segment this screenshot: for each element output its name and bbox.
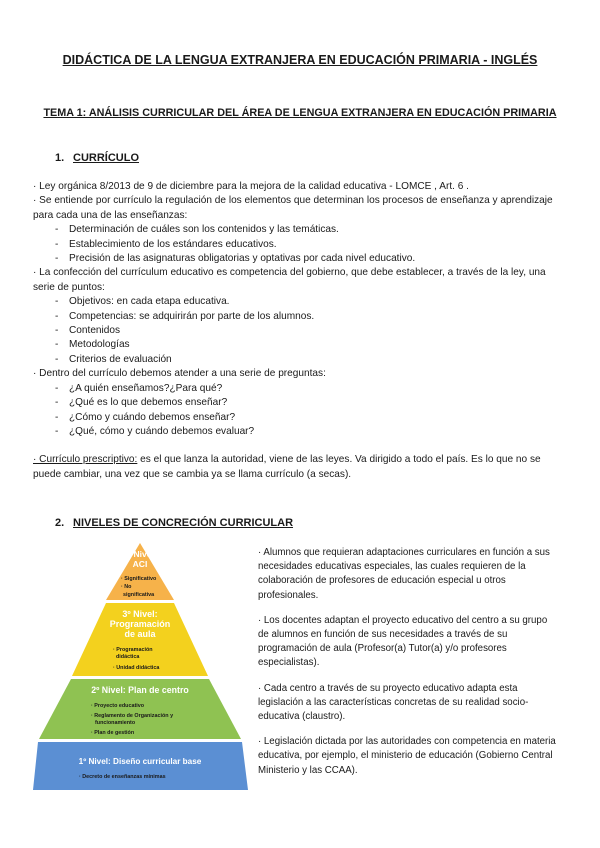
level-1-item: · Decreto de enseñanzas mínimas [79,774,166,780]
level-1-title: 1º Nivel: Diseño curricular base [78,757,202,766]
level-4-description: · Alumnos que requieran adaptaciones curriculares en función a sus necesidades educativas especiales, las cuales requieren de la colaboración de profesores de educación especial u otros profesionales. [258,547,550,601]
list-item: - Criterios de evaluación [55,353,172,365]
section-1-body [33,180,553,482]
level-2-description: · Cada centro a través de su proyecto educativo adapta esta legislación a las características concretas de su realidad socio-educativa (claustro). [258,682,529,723]
list-item: - Contenidos [55,325,121,337]
section-2-descriptions [258,546,558,786]
curriculum-pyramid [33,543,248,798]
section-1-title: CURRÍCULO [73,152,139,164]
list-item: - Competencias: se adquirirán por parte de los alumnos. [55,310,315,322]
level-2-item: · Plan de gestión [91,730,135,736]
paragraph: · La confección del currículum educativo es competencia del gobierno, que debe establecer, a través de la ley, una serie de puntos: [33,267,546,293]
level-1-description: · Legislación dictada por las autoridades con competencia en materia educativa, por ejemplo, el ministerio de educación (Gobierno Central Ministerio y las CCAA). [258,736,556,776]
level-2-item: funcionamiento [95,720,136,726]
term-definition: es el que lanza la autoridad, viene de las leyes. Va dirigido a todo el país. Es lo que no se puede cambiar, una vez que se cambia ya se llama currículo (a secas). [33,454,541,480]
pyramid-level-1 [33,742,248,790]
list-item: - Precisión de las asignaturas obligatorias y optativas por cada nivel educativo. [55,253,416,265]
level-3-description: · Los docentes adaptan el proyecto educativo del centro a su grupo de alumnos en función de sus necesidades a través de su programación de aula (Profesor(a) Tutor(a) y/o profesores especialistas). [258,614,548,669]
section-2-title: NIVELES DE CONCRECIÓN CURRICULAR [73,517,294,529]
list-item: - ¿A quién enseñamos?¿Para qué? [55,382,223,394]
list-item: - ¿Qué es lo que debemos enseñar? [55,397,228,409]
section-2-heading [55,517,293,529]
level-4-item: significativa [123,592,155,598]
document-subtitle: TEMA 1: ANÁLISIS CURRICULAR DEL ÁREA DE LENGUA EXTRANJERA EN EDUCACIÓN PRIMARIA [43,107,557,119]
list-item: - ¿Cómo y cuándo debemos enseñar? [55,411,236,423]
level-4-item: · Significativo [121,576,157,582]
paragraph-curriculo-prescriptivo [33,453,553,482]
level-3-title-c: de aula [124,629,156,639]
paragraph: · Ley orgánica 8/2013 de 9 de diciembre para la mejora de la calidad educativa - LOMCE , Art. 6 . [33,181,469,192]
level-3-title-a: 3º Nivel: [122,609,158,619]
list-item: - ¿Qué, cómo y cuándo debemos evaluar? [55,425,255,437]
level-2-item: · Proyecto educativo [91,703,145,709]
level-3-item: didáctica [116,654,140,660]
term-label: · Currículo prescriptivo: [33,454,138,466]
level-4-title-b: ACI [132,559,148,569]
level-2-title: 2º Nivel: Plan de centro [91,685,189,695]
section-1-heading [55,152,139,164]
level-3-item: · Unidad didáctica [113,665,160,671]
section-1-number: 1. [55,152,65,164]
list-item: - Metodologías [55,339,130,351]
list-item: - Objetivos: en cada etapa educativa. [55,296,230,308]
list-item: - Determinación de cuáles son los contenidos y las temáticas. [55,224,339,236]
level-3-item: · Programación [113,647,153,653]
document-title: DIDÁCTICA DE LA LENGUA EXTRANJERA EN EDUCACIÓN PRIMARIA - INGLÉS [62,53,538,67]
list-item: - Establecimiento de los estándares educativos. [55,238,277,250]
level-3-title-b: Programación [109,619,171,629]
paragraph: · Dentro del currículo debemos atender a una serie de preguntas: [33,368,326,380]
level-4-item: · No [121,584,132,590]
level-4-title-a: 4º Nivel: [123,549,157,559]
level-2-item: · Reglamento de Organización y [91,713,174,719]
paragraph: · Se entiende por currículo la regulación de los elementos que determinan los procesos de enseñanza y aprendizaje para cada una de las enseñanzas: [33,195,553,221]
section-2-number: 2. [55,517,65,529]
